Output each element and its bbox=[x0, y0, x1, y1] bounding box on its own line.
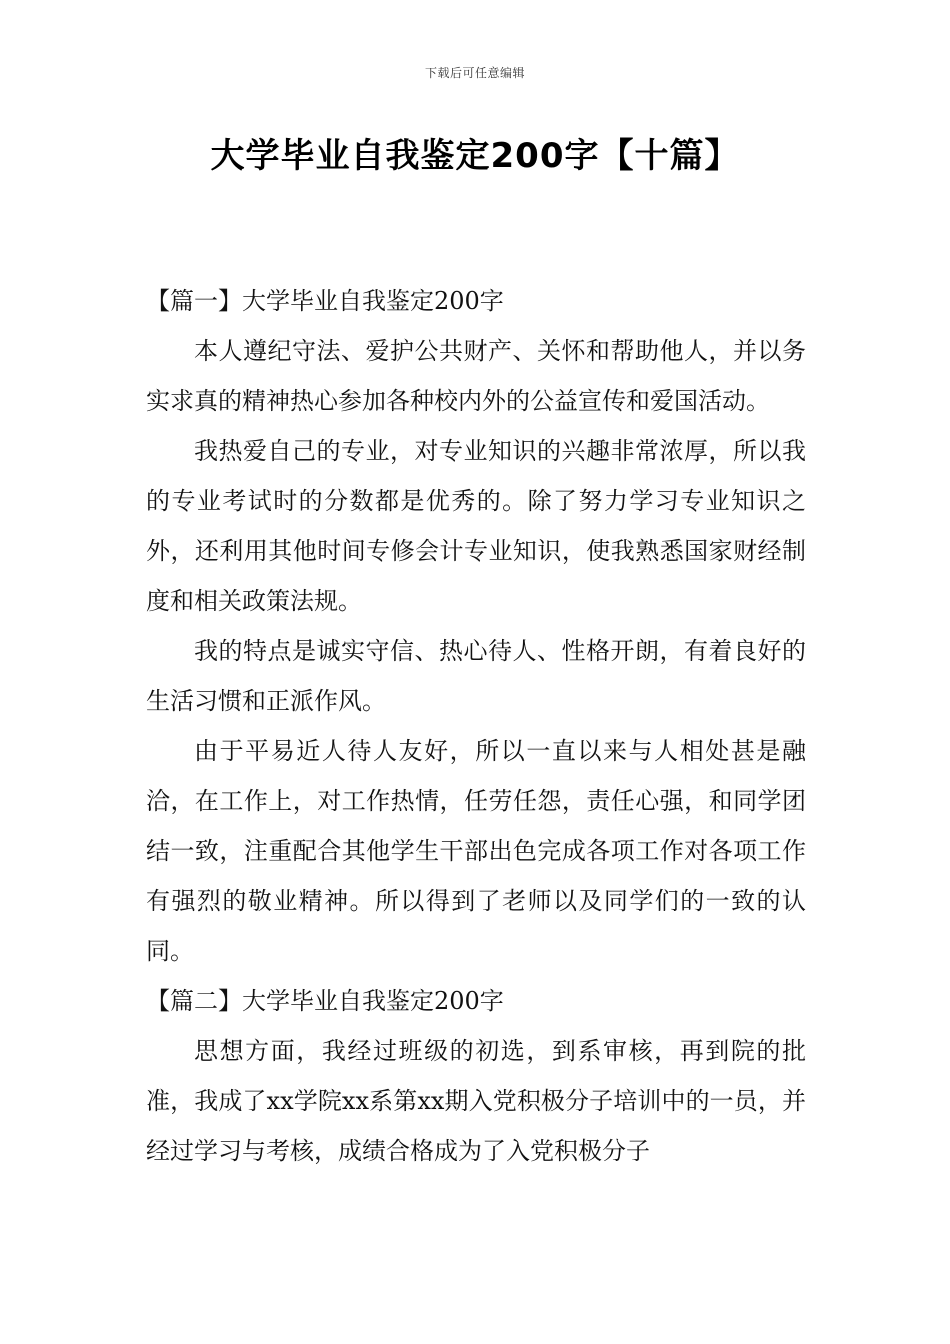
section-heading-1: 【篇一】大学毕业自我鉴定200字 bbox=[146, 287, 504, 315]
paragraph: 我热爱自己的专业，对专业知识的兴趣非常浓厚，所以我的专业考试时的分数都是优秀的。除了努力学习专业知识之外，还利用其他时间专修会计专业知识，使我熟悉国家财经制度和相关政策法规。 bbox=[146, 437, 806, 615]
paragraph: 我的特点是诚实守信、热心待人、性格开朗，有着良好的生活习惯和正派作风。 bbox=[146, 637, 806, 715]
paragraph: 由于平易近人待人友好，所以一直以来与人相处甚是融洽，在工作上，对工作热情，任劳任怨，责任心强，和同学团结一致，注重配合其他学生干部出色完成各项工作对各项工作有强烈的敬业精神。所以得到了老师以及同学们的一致的认同。 bbox=[146, 737, 806, 965]
paragraph: 本人遵纪守法、爱护公共财产、关怀和帮助他人，并以务实求真的精神热心参加各种校内外的公益宣传和爱国活动。 bbox=[146, 337, 806, 415]
section-heading-2: 【篇二】大学毕业自我鉴定200字 bbox=[146, 987, 504, 1015]
document-body bbox=[146, 276, 806, 1176]
document-title: 大学毕业自我鉴定200字【十篇】 bbox=[210, 136, 740, 176]
header-note: 下载后可任意编辑 bbox=[424, 66, 525, 80]
paragraph: 思想方面，我经过班级的初选，到系审核，再到院的批准，我成了xx学院xx系第xx期入党积极分子培训中的一员，并经过学习与考核，成绩合格成为了入党积极分子 bbox=[146, 1037, 806, 1165]
